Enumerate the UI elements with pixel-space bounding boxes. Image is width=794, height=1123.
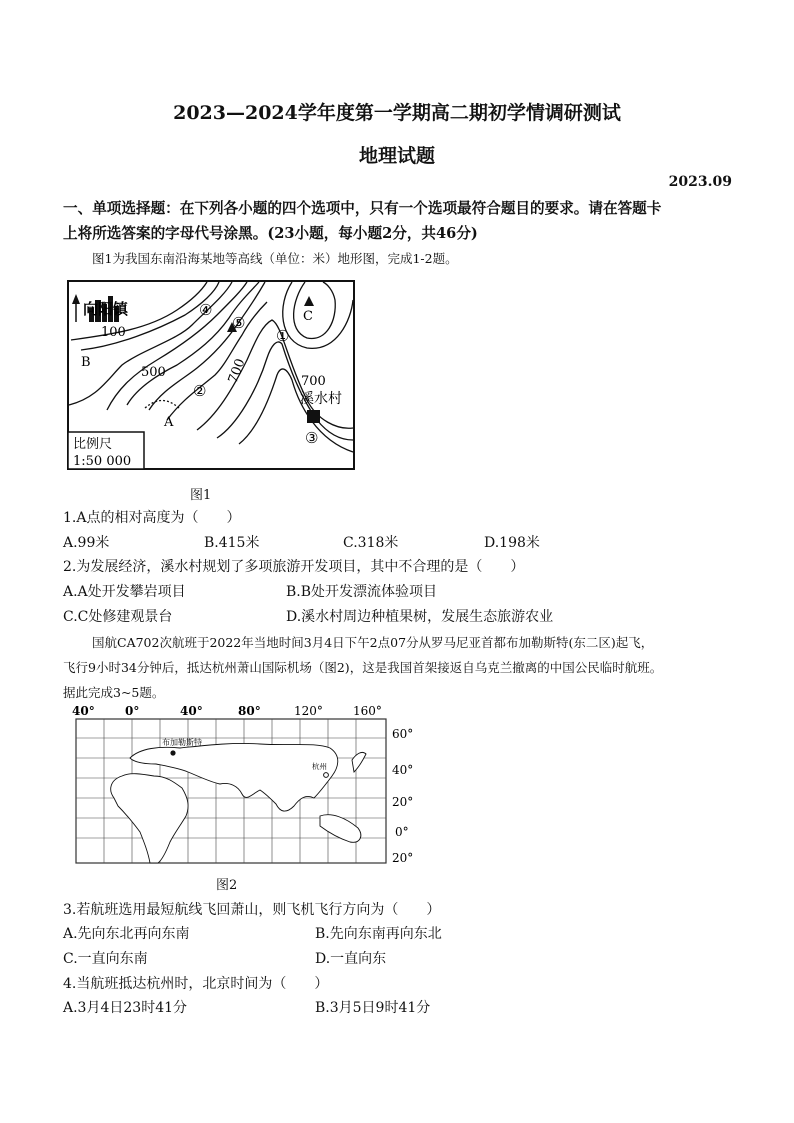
bucharest-label: 布加勒斯特 [162,738,202,747]
q3-option-d[interactable]: D.一直向东 [315,951,387,967]
point-c-label: C [303,309,313,324]
circle-4-label: ④ [199,301,213,319]
figure1-intro: 图1为我国东南沿海某地等高线（单位：米）地形图，完成1-2题。 [92,251,458,266]
q3-stem: 3.若航班选用最短航线飞回萧山，则飞机飞行方向为（ ） [63,902,441,918]
scale-value: 1:50 000 [73,454,132,469]
q2-stem: 2.为发展经济，溪水村规划了多项旅游开发项目，其中不合理的是（ ） [63,559,525,575]
figure2-caption: 图2 [216,878,238,893]
lon-label-0: 0° [125,704,140,718]
circle-5-label: ⑤ [232,314,246,332]
q1-option-b[interactable]: B.415米 [204,535,260,551]
q3-option-a[interactable]: A.先向东北再向东南 [63,926,190,942]
exam-date: 2023.09 [668,174,732,190]
q4-option-a[interactable]: A.3月4日23时41分 [63,1000,188,1016]
figure1-caption: 图1 [190,488,212,503]
q1-option-d[interactable]: D.198米 [484,535,540,551]
flight-intro-line1: 国航CA702次航班于2022年当地时间3月4日下午2点07分从罗马尼亚首都布加勒斯特(东二区)起飞， [92,635,654,650]
lat-label-0: 0° [395,825,409,839]
lat-label-40n: 40° [392,763,414,777]
contour-700-label: 700 [225,356,249,386]
q4-option-b[interactable]: B.3月5日9时41分 [315,1000,431,1016]
contour-100-label: 100 [101,325,126,340]
bucharest-marker [170,750,175,755]
town-label: 向阳镇 [83,300,129,318]
flight-intro-line2: 飞行9小时34分钟后，抵达杭州萧山国际机场（图2)，这是我国首架接返自乌克兰撤离的中国公民临时航班。 [63,660,663,675]
exam-title: 2023—2024学年度第一学期高二期初学情调研测试 [173,102,621,124]
lat-label-60n: 60° [392,727,414,741]
village-label: 溪水村 [300,391,342,407]
section-instruction-line2: 上将所选答案的字母代号涂黑。(23小题，每小题2分，共46分) [63,225,478,242]
circle-3-label: ③ [305,429,319,447]
lat-label-20s: 20° [392,851,414,865]
lon-label-160e: 160° [353,704,382,718]
contour-700b-label: 700 [301,374,326,389]
point-a-label: A [164,415,174,430]
circle-1-label: ① [276,327,290,345]
q3-option-b[interactable]: B.先向东南再向东北 [315,926,442,942]
q1-option-c[interactable]: C.318米 [343,535,399,551]
figure2-world-map [70,702,420,867]
village-icon [307,410,320,423]
q4-stem: 4.当航班抵达杭州时，北京时间为（ ） [63,976,329,992]
q2-option-d[interactable]: D.溪水村周边种植果树，发展生态旅游农业 [286,609,554,625]
lon-label-120e: 120° [294,704,323,718]
lat-label-20n: 20° [392,795,414,809]
contour-500-label: 500 [141,365,166,380]
q1-stem: 1.A点的相对高度为（ ） [63,510,241,526]
point-b-label: B [81,355,91,370]
exam-subtitle: 地理试题 [358,145,435,167]
flight-intro-line3: 据此完成3~5题。 [63,685,165,700]
q2-option-c[interactable]: C.C处修建观景台 [63,609,173,625]
hangzhou-label: 杭州 [312,762,327,771]
section-instruction-line1: 一、单项选择题：在下列各小题的四个选项中，只有一个选项最符合题目的要求。请在答题卡 [63,200,662,217]
lon-label-40e: 40° [180,704,203,718]
q2-option-b[interactable]: B.B处开发漂流体验项目 [286,584,438,600]
figure1-contour-map [67,280,355,470]
hangzhou-marker [324,773,329,778]
lon-label-80e: 80° [238,704,261,718]
q3-option-c[interactable]: C.一直向东南 [63,951,148,967]
circle-2-label: ② [193,382,207,400]
lon-label-40w: 40° [72,704,95,718]
scale-label: 比例尺 [73,437,113,452]
q2-option-a[interactable]: A.A处开发攀岩项目 [63,584,186,600]
q1-option-a[interactable]: A.99米 [63,535,110,551]
